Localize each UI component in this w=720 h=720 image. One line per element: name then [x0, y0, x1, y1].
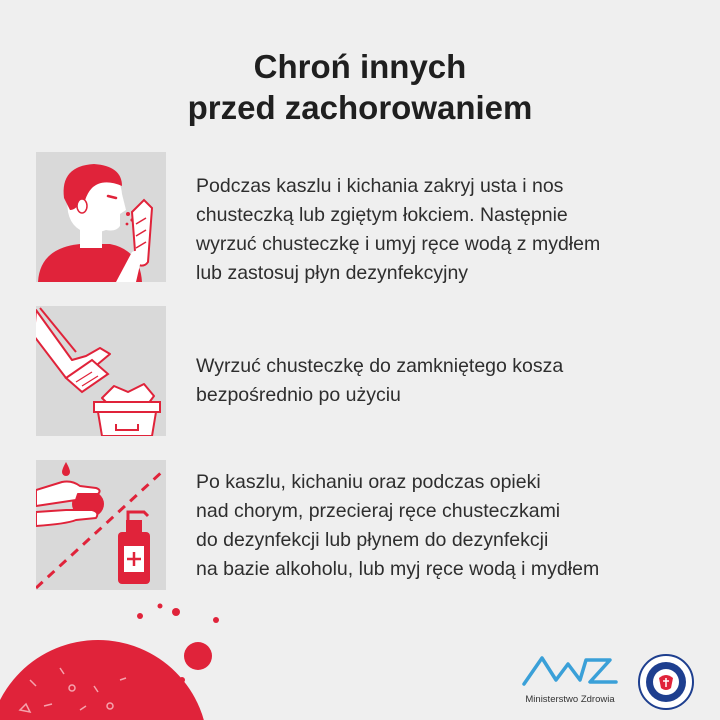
item-2-line: Wyrzuć chusteczkę do zamkniętego kosza [196, 355, 564, 377]
virus-decoration [0, 560, 260, 720]
item-1-text [196, 172, 696, 288]
person-coughing-into-tissue-icon [36, 152, 166, 282]
item-1-line: chusteczką lub zgiętym łokciem. Następnie [196, 204, 568, 226]
item-3-line: nad chorym, przecieraj ręce chusteczkami [196, 500, 561, 522]
tissue-into-bin-icon [36, 306, 166, 436]
item-3-line: do dezynfekcji lub płynem do dezynfekcji [196, 529, 549, 551]
item-1-line: Podczas kaszlu i kichania zakryj usta i nos [196, 175, 564, 197]
mz-logo-icon [520, 650, 620, 692]
sanitary-inspection-seal [638, 654, 694, 710]
item-1-line: lub zastosuj płyn dezynfekcyjny [196, 262, 469, 284]
item-3-line: na bazie alkoholu, lub myj ręce wodą i mydłem [196, 558, 600, 580]
title-line-2: przed zachorowaniem [187, 89, 533, 126]
ministry-logo [520, 650, 630, 710]
item-3-line: Po kaszlu, kichaniu oraz podczas opieki [196, 471, 541, 493]
title-line-1: Chroń innych [253, 48, 467, 85]
ministry-name: Ministerstwo Zdrowia [525, 694, 615, 705]
item-3-text [196, 468, 696, 584]
item-1-line: wyrzuć chusteczkę i umyj ręce wodą z mydłem [196, 233, 601, 255]
item-2-line: bezpośrednio po użyciu [196, 384, 401, 406]
page-title [0, 46, 720, 128]
item-2-text [196, 352, 696, 410]
